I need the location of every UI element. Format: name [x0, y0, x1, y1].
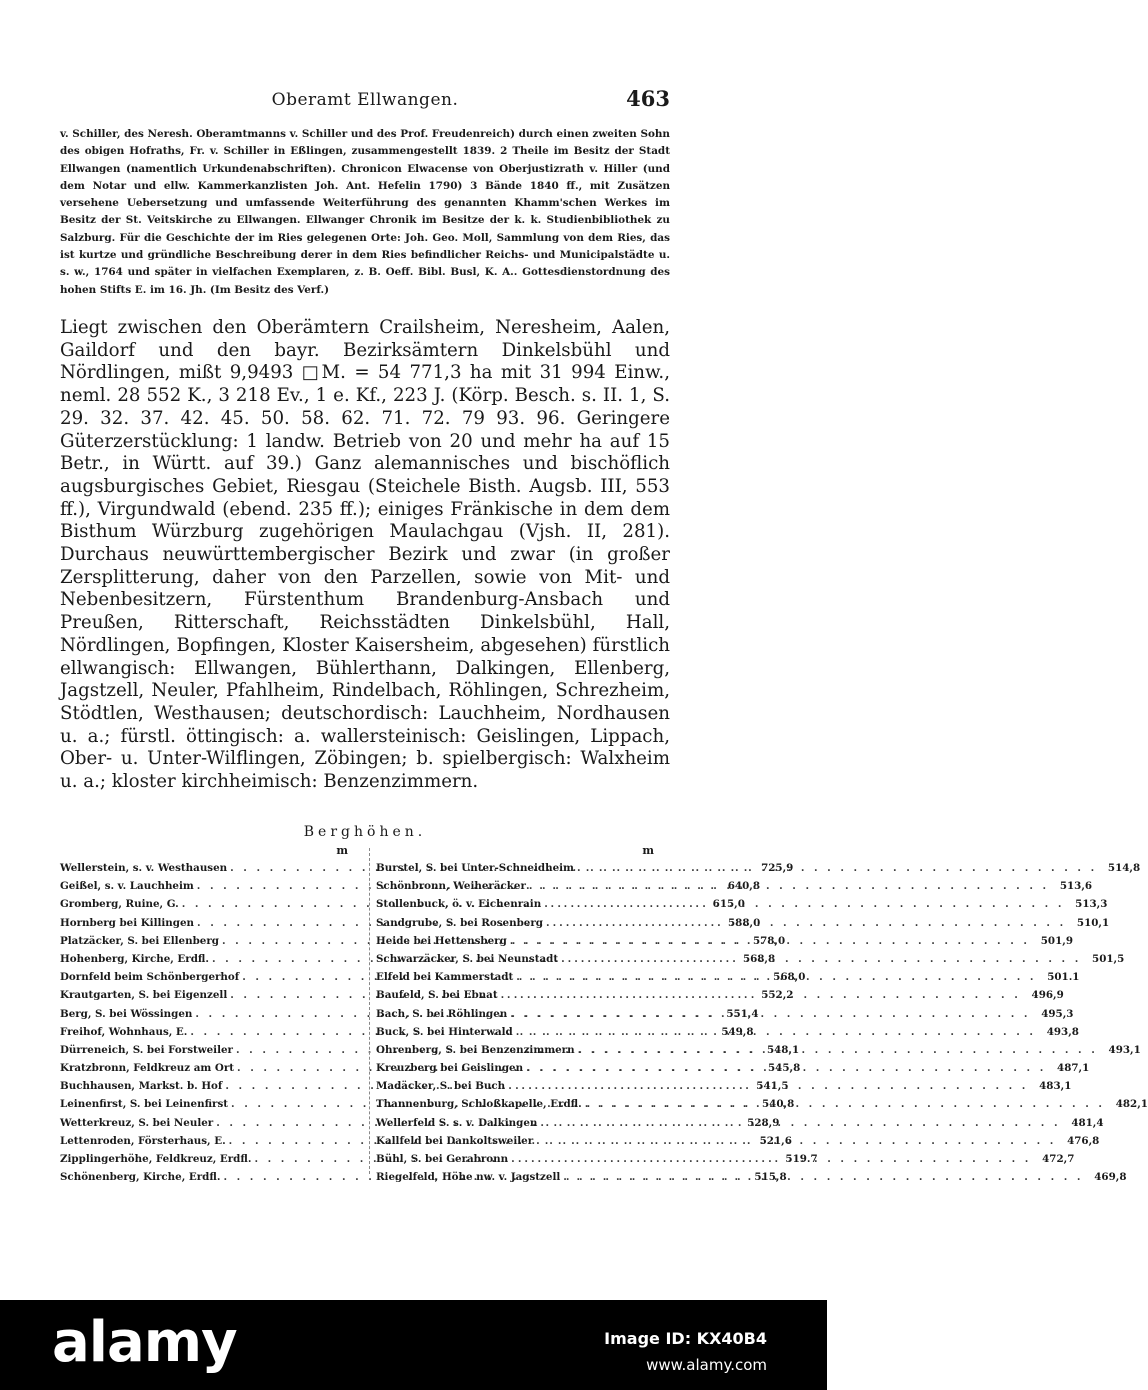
unit-label: m	[336, 844, 348, 857]
place-name: Lettenroden, Försterhaus, E.	[60, 1134, 226, 1147]
elevation-value: 501,5	[1092, 952, 1125, 965]
elevation-value: 588,0	[728, 916, 761, 929]
place-name: Wellerfeld S. s. v. Dalkingen	[376, 1116, 538, 1129]
unit-label: m	[642, 844, 654, 857]
place-name: Wellerstein, s. v. Westhausen	[60, 862, 228, 874]
place-name: Stollenbuck, ö. v. Eichenrain	[376, 898, 542, 911]
place-name: Freihof, Wohnhaus, E.	[60, 1025, 188, 1038]
elevation-value: 549,8	[721, 1025, 754, 1038]
elevation-value: 725,9	[761, 862, 794, 874]
dot-leader	[582, 1098, 1108, 1110]
elevation-value: 640,8	[727, 880, 760, 893]
place-name: Buchhausen, Markst. b. Hof	[60, 1080, 223, 1093]
elevation-value: 513,6	[1059, 880, 1093, 893]
elevation-value: 514,8	[1107, 862, 1141, 874]
elevation-value: 541,5	[756, 1080, 789, 1093]
dot-leader	[574, 862, 1100, 874]
footnote-paragraph: v. Schiller, des Neresh. Oberamtmanns v. Schiller und des Prof. Freudenreich) durch einen zweiten Sohn des obigen Hofraths, Fr. v. Schiller in Eßlingen, zusammengestellt 1839. 2 Theile im Besitz der Stadt Ellwangen (namentlich Urkundenabschriften). Chronicon Elwacense von Oberjustizrath v. Hiller (und dem Notar und ellw. Kammerkanzlisten Joh. Ant. Hefelin 1790) 3 Bände 1840 ff., mit Zusätzen versehene Uebersetzung und umfassende Weiterführung des genannten Khamm'schen Werkes im Besitz der St. Veitskirche zu Ellwangen. Ellwanger Chronik im Besitze der k. k. Studienbibliothek zu Salzburg. Für die Geschichte der im Ries gelegenen Orte: Joh. Geo. Moll, Sammlung von dem Ries, das ist kurtze und gründliche Beschreibung derer in dem Ries befindlicher Reichs- und Municipalstädte u. s. w., 1764 und später in vielfachen Exemplaren, z. B. Oeff. Bibl. Busl, K. A.. Gottesdienstordnung des hohen Stifts E. im 16. Jh. (Im Besitz des Verf.)	[60, 128, 670, 296]
dot-leader	[558, 953, 1084, 965]
elevation-value: 501,9	[1040, 934, 1073, 947]
place-name: Sandgrube, S. bei Rosenberg	[376, 916, 543, 929]
elevation-value: 519.7	[785, 1153, 818, 1165]
elevation-value: 483,1	[1039, 1080, 1072, 1093]
place-name: Wetterkreuz, S. bei Neuler	[60, 1116, 214, 1129]
dot-leader	[533, 1135, 1059, 1147]
elevation-value: 495,3	[1041, 1007, 1074, 1020]
place-name: Hornberg bei Killingen	[60, 916, 195, 929]
watermark-banner	[0, 1300, 827, 1390]
banner-logo: alamy	[52, 1310, 237, 1375]
place-name: Bach, S. bei Röhlingen	[376, 1007, 508, 1020]
dot-leader	[498, 989, 1024, 1001]
elevation-value: 552,2	[761, 989, 794, 1002]
banner-image-id: Image ID: KX40B4	[604, 1329, 767, 1348]
elevation-value: 578,0	[752, 934, 786, 947]
banner-url: www.alamy.com	[646, 1356, 767, 1374]
elevation-value: 521,6	[759, 1134, 792, 1147]
place-name: Geißel, s. v. Lauchheim	[60, 880, 194, 893]
place-name: Bühl, S. bei Gerabronn	[376, 1153, 509, 1165]
elevation-value: 510,1	[1076, 916, 1110, 929]
place-name: Platzäcker, S. bei Ellenberg	[60, 934, 219, 947]
dot-leader	[541, 898, 1067, 910]
place-name: Elfeld bei Kammerstadt	[376, 971, 514, 984]
elevation-value: 481,4	[1071, 1116, 1104, 1129]
main-paragraph: Liegt zwischen den Oberämtern Crailsheim, Neresheim, Aalen, Gaildorf und den bayr. Bezirksämtern Dinkelsbühl und Nördlingen, mißt 9,9493 □M. = 54 771,3 ha mit 31 994 Einw., neml. 28 552 K., 3 218 Ev., 1 e. Kf., 223 J. (Körp. Besch. s. II. 1, S. 29. 32. 37. 42. 45. 50. 58. 62. 71. 72. 79 93. 96. Geringere Güterzerstücklung: 1 landw. Betrieb von 20 und mehr ha auf 15 Betr., in Württ. auf 39.) Ganz alemannisches und bischöflich augsburgisches Gebiet, Riesgau (Steichele Bisth. Augsb. III, 553 ff.), Virgundwald (ebend. 235 ff.); einiges Fränkische in dem dem Bisthum Würzburg zugehörigen Maulachgau (Vjsh. II, 281). Durchaus neuwürttembergischer Bezirk und zwar (in großer Zersplitterung, daher von den Parzellen, sowie von Mit- und Nebenbesitzern, Fürstenthum Brandenburg-Ansbach und Preußen, Ritterschaft, Reichsstädten Dinkelsbühl, Hall, Nördlingen, Bopfingen, Kloster Kaisersheim, abgesehen) fürstlich ellwangisch: Ellwangen, Bühlerthann, Dalkingen, Ellenberg, Jagstzell, Neuler, Pfahlheim, Rindelbach, Röhlingen, Schrezheim, Stödtlen, Westhausen; deutschordisch: Lauchheim, Nordhausen u. a.; fürstl. öttingisch: a. wallersteinisch: Geislingen, Lippach, Ober- u. Unter-Wilflingen, Zöbingen; b. spielbergisch: Walxheim u. a.; kloster kirchheimisch: Benzenzimmern.	[60, 317, 670, 793]
place-name: Schönenberg, Kirche, Erdfl.	[60, 1171, 221, 1184]
place-name: Leinenfirst, S. bei Leinenfirst	[60, 1098, 229, 1111]
dot-leader	[575, 1044, 1101, 1056]
elevation-value: 540,8	[762, 1098, 795, 1111]
elevation-value: 568,0	[773, 971, 806, 984]
elevation-table	[60, 844, 1148, 1184]
place-name: Baufeld, S. bei Ebnat	[376, 989, 498, 1002]
place-name: Madäcker, S. bei Buch	[376, 1080, 506, 1093]
elevation-value: 493,8	[1046, 1025, 1079, 1038]
column-divider	[369, 848, 370, 1174]
place-name: Ohrenberg, S. bei Benzenzimmern	[376, 1043, 575, 1056]
elevation-value: 615,0	[712, 898, 745, 911]
dot-leader	[537, 1117, 1063, 1129]
place-name: Berg, S. bei Wössingen	[60, 1007, 193, 1020]
running-title: Oberamt Ellwangen.	[271, 90, 459, 110]
place-name: Gromberg, Ruine, G.	[60, 898, 179, 911]
place-name: Kratzbronn, Feldkreuz am Ort	[60, 1062, 235, 1075]
dot-leader	[543, 917, 1069, 929]
elevation-value: 472,7	[1042, 1153, 1075, 1165]
place-name: Thannenburg, Schloßkapelle, Erdfl.	[376, 1098, 582, 1111]
elevation-value: 551,4	[726, 1007, 759, 1020]
place-name: Burstel, S. bei Unter-Schneidheim	[376, 862, 574, 874]
dot-leader	[508, 1153, 1034, 1165]
dot-leader	[526, 880, 1052, 892]
elevation-value: 476,8	[1067, 1134, 1100, 1147]
elevation-value: 513,3	[1075, 898, 1108, 911]
elevation-value: 501.1	[1047, 971, 1080, 984]
elevation-value: 487,1	[1057, 1062, 1090, 1075]
elevation-value: 493,1	[1108, 1043, 1141, 1056]
table-title: Berghöhen.	[303, 824, 427, 840]
place-name: Dornfeld beim Schönbergerhof	[60, 971, 240, 984]
place-name: Heide bei Hettensberg	[376, 934, 507, 947]
elevation-value: 496,9	[1031, 989, 1064, 1002]
dot-leader	[507, 935, 1033, 947]
place-name: Schwarzäcker, S. bei Neunstadt	[376, 952, 559, 965]
elevation-value: 469,8	[1094, 1171, 1127, 1184]
elevation-value: 515,8	[754, 1171, 787, 1184]
place-name: Dürreneich, S. bei Forstweiler	[60, 1043, 233, 1056]
elevation-value: 548,1	[766, 1043, 800, 1056]
place-name: Schönbronn, Weiheräcker	[376, 880, 526, 893]
place-name: Kallfeld bei Dankoltsweiler	[376, 1134, 534, 1147]
page-number: 463	[626, 86, 670, 111]
dot-leader	[513, 1026, 1039, 1038]
dot-leader	[505, 1080, 1031, 1092]
place-name: Buck, S. bei Hinterwald	[376, 1025, 513, 1038]
place-name: Krautgarten, S. bei Eigenzell	[60, 989, 228, 1002]
place-name: Kreuzberg bei Geislingen	[376, 1062, 524, 1075]
dot-leader	[523, 1062, 1049, 1074]
dot-leader	[507, 1008, 1033, 1020]
place-name: Hohenberg, Kirche, Erdfl.	[60, 952, 209, 965]
elevation-value: 482,1	[1115, 1098, 1148, 1111]
place-name: Zipplingerhöhe, Feldkreuz, Erdfl.	[60, 1153, 252, 1165]
dot-leader	[513, 971, 1039, 983]
dot-leader	[560, 1171, 1086, 1183]
page-header	[60, 86, 670, 116]
elevation-value: 545,8	[767, 1062, 801, 1075]
elevation-value: 528,9	[747, 1116, 780, 1129]
place-name: Riegelfeld, Höhe nw. v. Jagstzell	[376, 1171, 561, 1184]
elevation-value: 568,8	[742, 952, 776, 965]
